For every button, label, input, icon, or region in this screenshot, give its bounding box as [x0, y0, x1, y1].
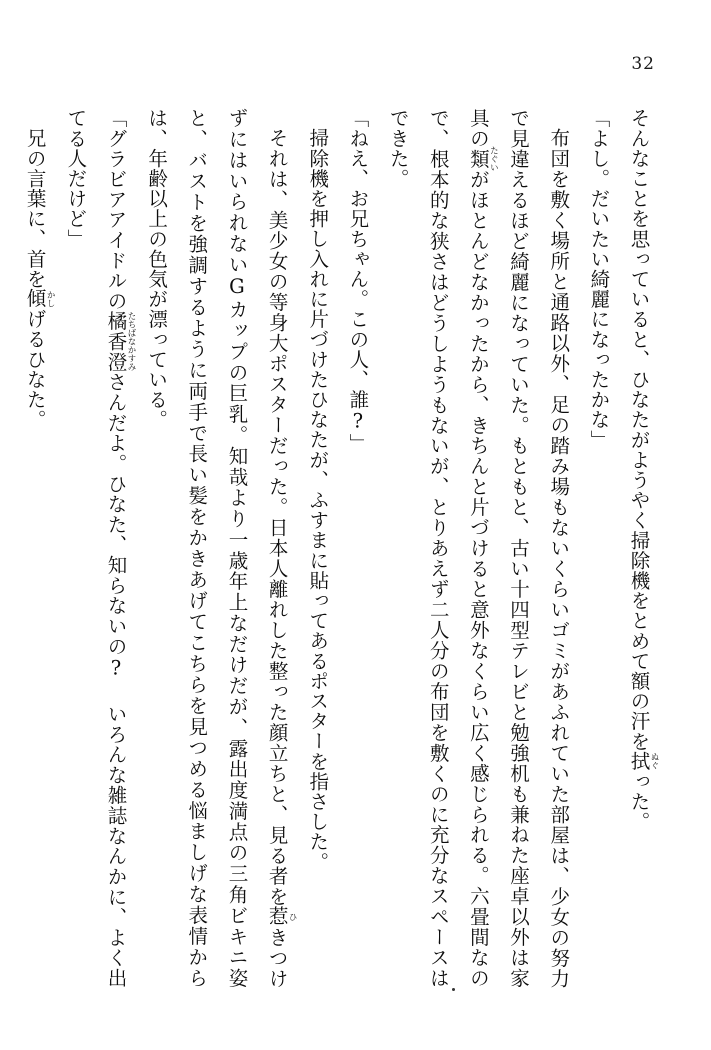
paragraph-1: そんなことを思っていると、ひなたがようやく掃除機をとめて額の汗を拭ぬぐった。 [627, 108, 659, 832]
ruby-kashi: 傾かし [23, 288, 56, 309]
paragraph-3: 布団を敷く場所と通路以外、足の踏み場もないくらいゴミがあふれていた部屋は、少女の努力で見違えるほど綺麗になっていた。もともと、古い十四型テレビと勉強机も兼ねた座卓以外は家具の類たぐいがほとんどなかったから、きちんと片づけると意外なくらい広く感じられる。六畳間なので、根本的な狭さはどうしようもないが、とりあえず二人分の布団を敷くのに充分なスペースはできた。 [386, 108, 571, 988]
paragraph-7: 「グラビアアイドルの橘香澄たちばなかすみさんだよ。ひなた、知らないの? いろんな雑誌なんかに、よく出てる人だけど」 [64, 108, 136, 988]
ruby-tachibana-kasumi: 橘香澄たちばなかすみ [104, 311, 136, 373]
footer-mark [452, 988, 455, 991]
paragraph-6: それは、美少女の等身大ポスターだった。日本人離れした整った顔立ちと、見る者を惹ひきつけずにはいられないGカップの巨乳。知哉より一歳年上なだけだが、露出度満点の三角ビキニ姿と、バストを強調するように両手で長い髪をかきあげてこちらを見つめる悩ましげな表情からは、年齢以上の色気が漂っている。 [145, 108, 298, 988]
page-number: 32 [631, 54, 655, 74]
paragraph-4: 「ねえ、お兄ちゃん。この人、誰?」 [346, 108, 370, 454]
paragraph-5: 掃除機を押し入れに片づけたひなたが、ふすまに貼ってあるポスターを指さした。 [306, 127, 330, 872]
paragraph-8: 兄の言葉に、首を傾かしげるひなた。 [23, 127, 56, 430]
body-text [23, 108, 659, 988]
paragraph-2: 「よし。だいたい綺麗になったかな」 [587, 108, 611, 450]
ruby-tagui: 類たぐい [466, 146, 499, 172]
ruby-hi: 惹ひ [265, 906, 298, 927]
ruby-nugu: 拭ぬぐ [627, 751, 659, 772]
